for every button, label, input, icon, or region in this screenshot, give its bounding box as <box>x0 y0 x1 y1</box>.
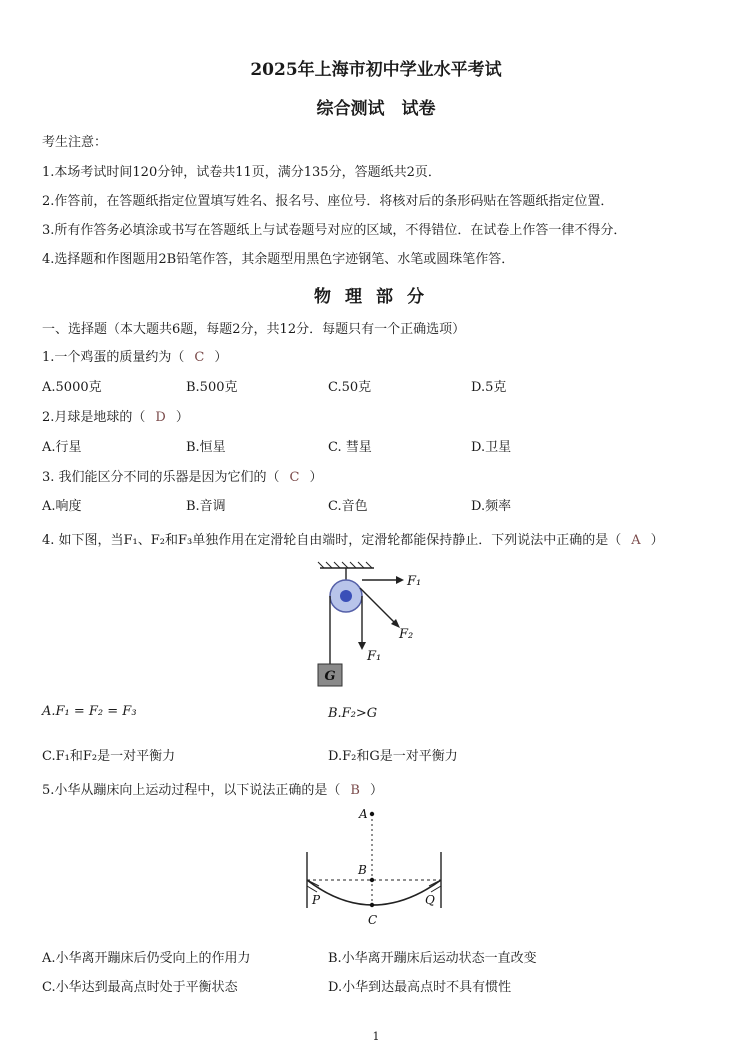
trampoline-figure <box>295 802 455 932</box>
answer-mark: D <box>155 410 166 425</box>
option: D.卫星 <box>471 440 512 455</box>
pulley-hub <box>340 590 352 602</box>
option: C.小华达到最高点时处于平衡状态 <box>42 980 238 995</box>
option: C. 彗星 <box>328 440 372 455</box>
option: B.音调 <box>186 499 226 514</box>
option: B.小华离开蹦床后运动状态一直改变 <box>328 951 537 966</box>
question-5-stem: 5.小华从蹦床向上运动过程中，以下说法正确的是（ B ） <box>42 783 383 798</box>
notice-heading: 考生注意： <box>42 135 108 150</box>
option: C.F₁和F₂是一对平衡力 <box>42 749 176 764</box>
option: C.音色 <box>328 499 368 514</box>
answer-mark: A <box>631 533 641 548</box>
label-F2: F₂ <box>399 627 414 642</box>
option: D.频率 <box>471 499 512 514</box>
section-intro: 一、选择题（本大题共6题，每题2分，共12分．每题只有一个正确选项） <box>42 322 466 337</box>
answer-mark: B <box>350 783 360 798</box>
question-1-stem: 1.一个鸡蛋的质量约为（ C ） <box>42 350 228 365</box>
option: A.小华离开蹦床后仍受向上的作用力 <box>42 951 251 966</box>
label-C: C <box>368 913 378 927</box>
label-B: B <box>358 863 367 877</box>
option: A.5000克 <box>42 380 102 395</box>
option: D.小华到达最高点时不具有惯性 <box>328 980 512 995</box>
notice-item: 1.本场考试时间120分钟，试卷共11页，满分135分，答题纸共2页． <box>42 165 441 180</box>
answer-mark: C <box>194 350 205 365</box>
arrow-F2 <box>360 588 396 624</box>
option: A.响度 <box>42 499 82 514</box>
exam-title: 2025年上海市初中学业水平考试 <box>250 60 502 80</box>
option: A.行星 <box>42 440 82 455</box>
pulley-figure <box>300 560 440 690</box>
section-title: 物理部分 <box>314 287 438 307</box>
question-2-stem: 2.月球是地球的（ D ） <box>42 410 189 425</box>
page-number: 1 <box>372 1030 380 1043</box>
option: A.F₁ = F₂ = F₃ <box>42 704 137 719</box>
option: C.50克 <box>328 380 372 395</box>
trampoline-surface <box>307 880 441 905</box>
exam-subtitle: 综合测试 试卷 <box>316 99 436 119</box>
answer-mark: C <box>289 470 300 485</box>
label-A: A <box>359 807 368 821</box>
point-B <box>370 878 374 882</box>
notice-item: 2.作答前，在答题纸指定位置填写姓名、报名号、座位号．将核对后的条形码贴在答题纸指定位置． <box>42 194 614 209</box>
notice-item: 4.选择题和作图题用2B铅笔作答，其余题型用黑色字迹钢笔、水笔或圆珠笔作答． <box>42 252 515 267</box>
question-4-stem: 4. 如下图，当F₁、F₂和F₃单独作用在定滑轮自由端时，定滑轮都能保持静止．下列说法中正确的是（ A ） <box>42 533 664 548</box>
point-C <box>370 903 374 907</box>
question-3-stem: 3. 我们能区分不同的乐器是因为它们的（ C ） <box>42 470 323 485</box>
label-F1-top: F₁ <box>407 574 422 589</box>
option: B.500克 <box>186 380 238 395</box>
option: D.F₂和G是一对平衡力 <box>328 749 458 764</box>
label-Q: Q <box>425 893 435 907</box>
label-G: G <box>324 669 336 684</box>
notice-item: 3.所有作答务必填涂或书写在答题纸上与试卷题号对应的区域，不得错位．在试卷上作答一律不得分． <box>42 223 627 238</box>
option: D.5克 <box>471 380 507 395</box>
point-A <box>370 812 374 816</box>
label-P: P <box>312 893 321 907</box>
option: B.F₂>G <box>328 706 378 721</box>
label-F1-bottom: F₁ <box>367 649 382 664</box>
option: B.恒星 <box>186 440 226 455</box>
